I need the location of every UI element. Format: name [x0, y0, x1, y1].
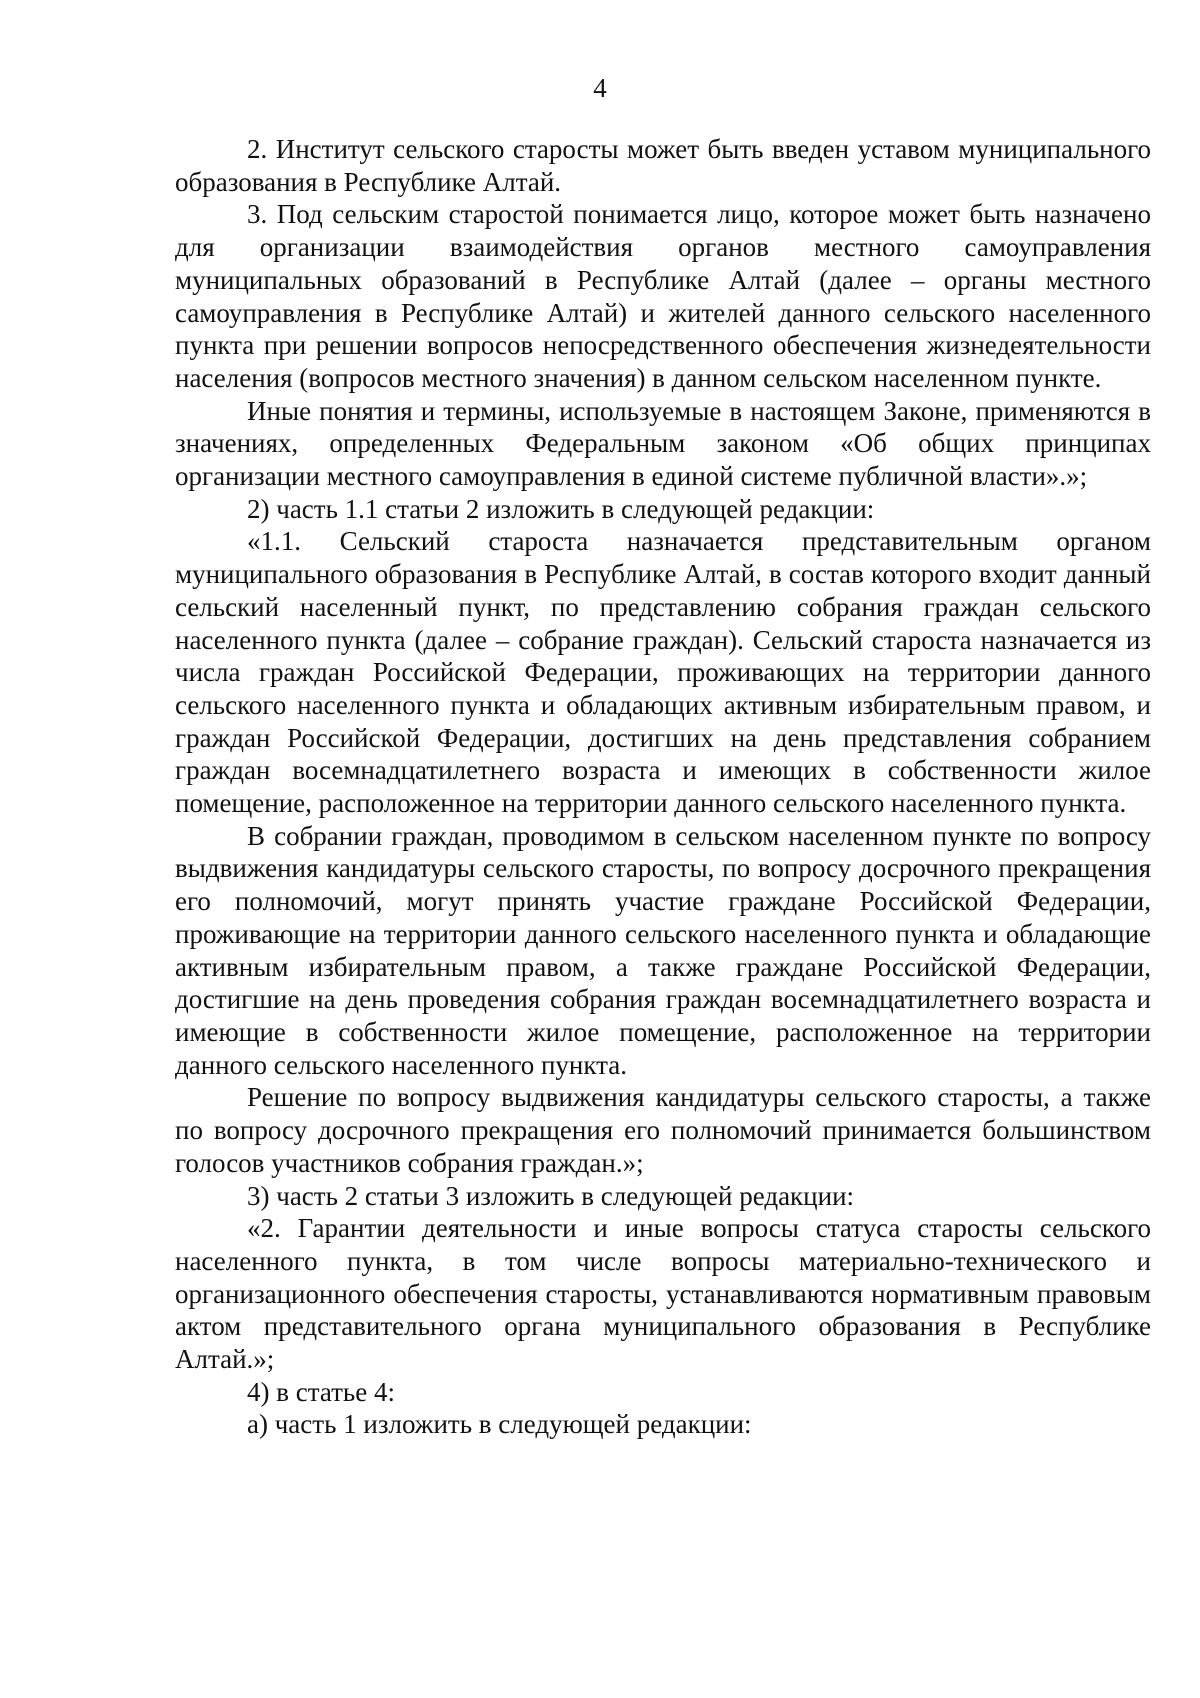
paragraph: Иные понятия и термины, используемые в настоящем Законе, применяются в значениях, определенных Федеральным законом «Об общих принципах организации местного самоуправления в единой системе публичной власти».»;	[175, 395, 1151, 492]
paragraph: «1.1. Сельский староста назначается представительным органом муниципального образования в Республике Алтай, в состав которого входит данный сельский населенный пункт, по представлению собрания граждан сельского населенного пункта (далее – собрание граждан). Сельский староста назначается из числа граждан Российской Федерации, проживающих на территории данного сельского населенного пункта и обладающих активным избирательным правом, и граждан Российской Федерации, достигших на день представления собранием граждан восемнадцатилетнего возраста и имеющих в собственности жилое помещение, расположенное на территории данного сельского населенного пункта.	[175, 526, 1151, 819]
paragraph: В собрании граждан, проводимом в сельском населенном пункте по вопросу выдвижения кандидатуры сельского старосты, по вопросу досрочного прекращения его полномочий, могут принять участие граждане Российской Федерации, проживающие на территории данного сельского населенного пункта и обладающие активным избирательным правом, а также граждане Российской Федерации, достигшие на день проведения собрания граждан восемнадцатилетнего возраста и имеющие в собственности жилое помещение, расположенное на территории данного сельского населенного пункта.	[175, 820, 1151, 1080]
paragraph: «2. Гарантии деятельности и иные вопросы статуса старосты сельского населенного пункта, в том числе вопросы материально-технического и организационного обеспечения старосты, устанавливаются нормативным правовым актом представительного органа муниципального образования в Республике Алтай.»;	[175, 1213, 1151, 1375]
paragraph: 4) в статье 4:	[247, 1376, 395, 1407]
document-body	[175, 133, 1151, 1441]
paragraph: а) часть 1 изложить в следующей редакции:	[247, 1409, 752, 1440]
paragraph: 2. Институт сельского старосты может быть введен уставом муниципального образования в Республике Алтай.	[175, 134, 1151, 197]
paragraph: Решение по вопросу выдвижения кандидатуры сельского старосты, а также по вопросу досрочного прекращения его полномочий принимается большинством голосов участников собрания граждан.»;	[175, 1082, 1151, 1178]
page-number: 4	[593, 73, 607, 103]
paragraph: 3) часть 2 статьи 3 изложить в следующей редакции:	[247, 1180, 855, 1211]
paragraph: 2) часть 1.1 статьи 2 изложить в следующей редакции:	[247, 493, 875, 524]
paragraph: 3. Под сельским старостой понимается лицо, которое может быть назначено для организации взаимодействия органов местного самоуправления муниципальных образований в Республике Алтай (далее – органы местного самоуправления в Республике Алтай) и жителей данного сельского населенного пункта при решении вопросов непосредственного обеспечения жизнедеятельности населения (вопросов местного значения) в данном сельском населенном пункте.	[175, 199, 1151, 393]
